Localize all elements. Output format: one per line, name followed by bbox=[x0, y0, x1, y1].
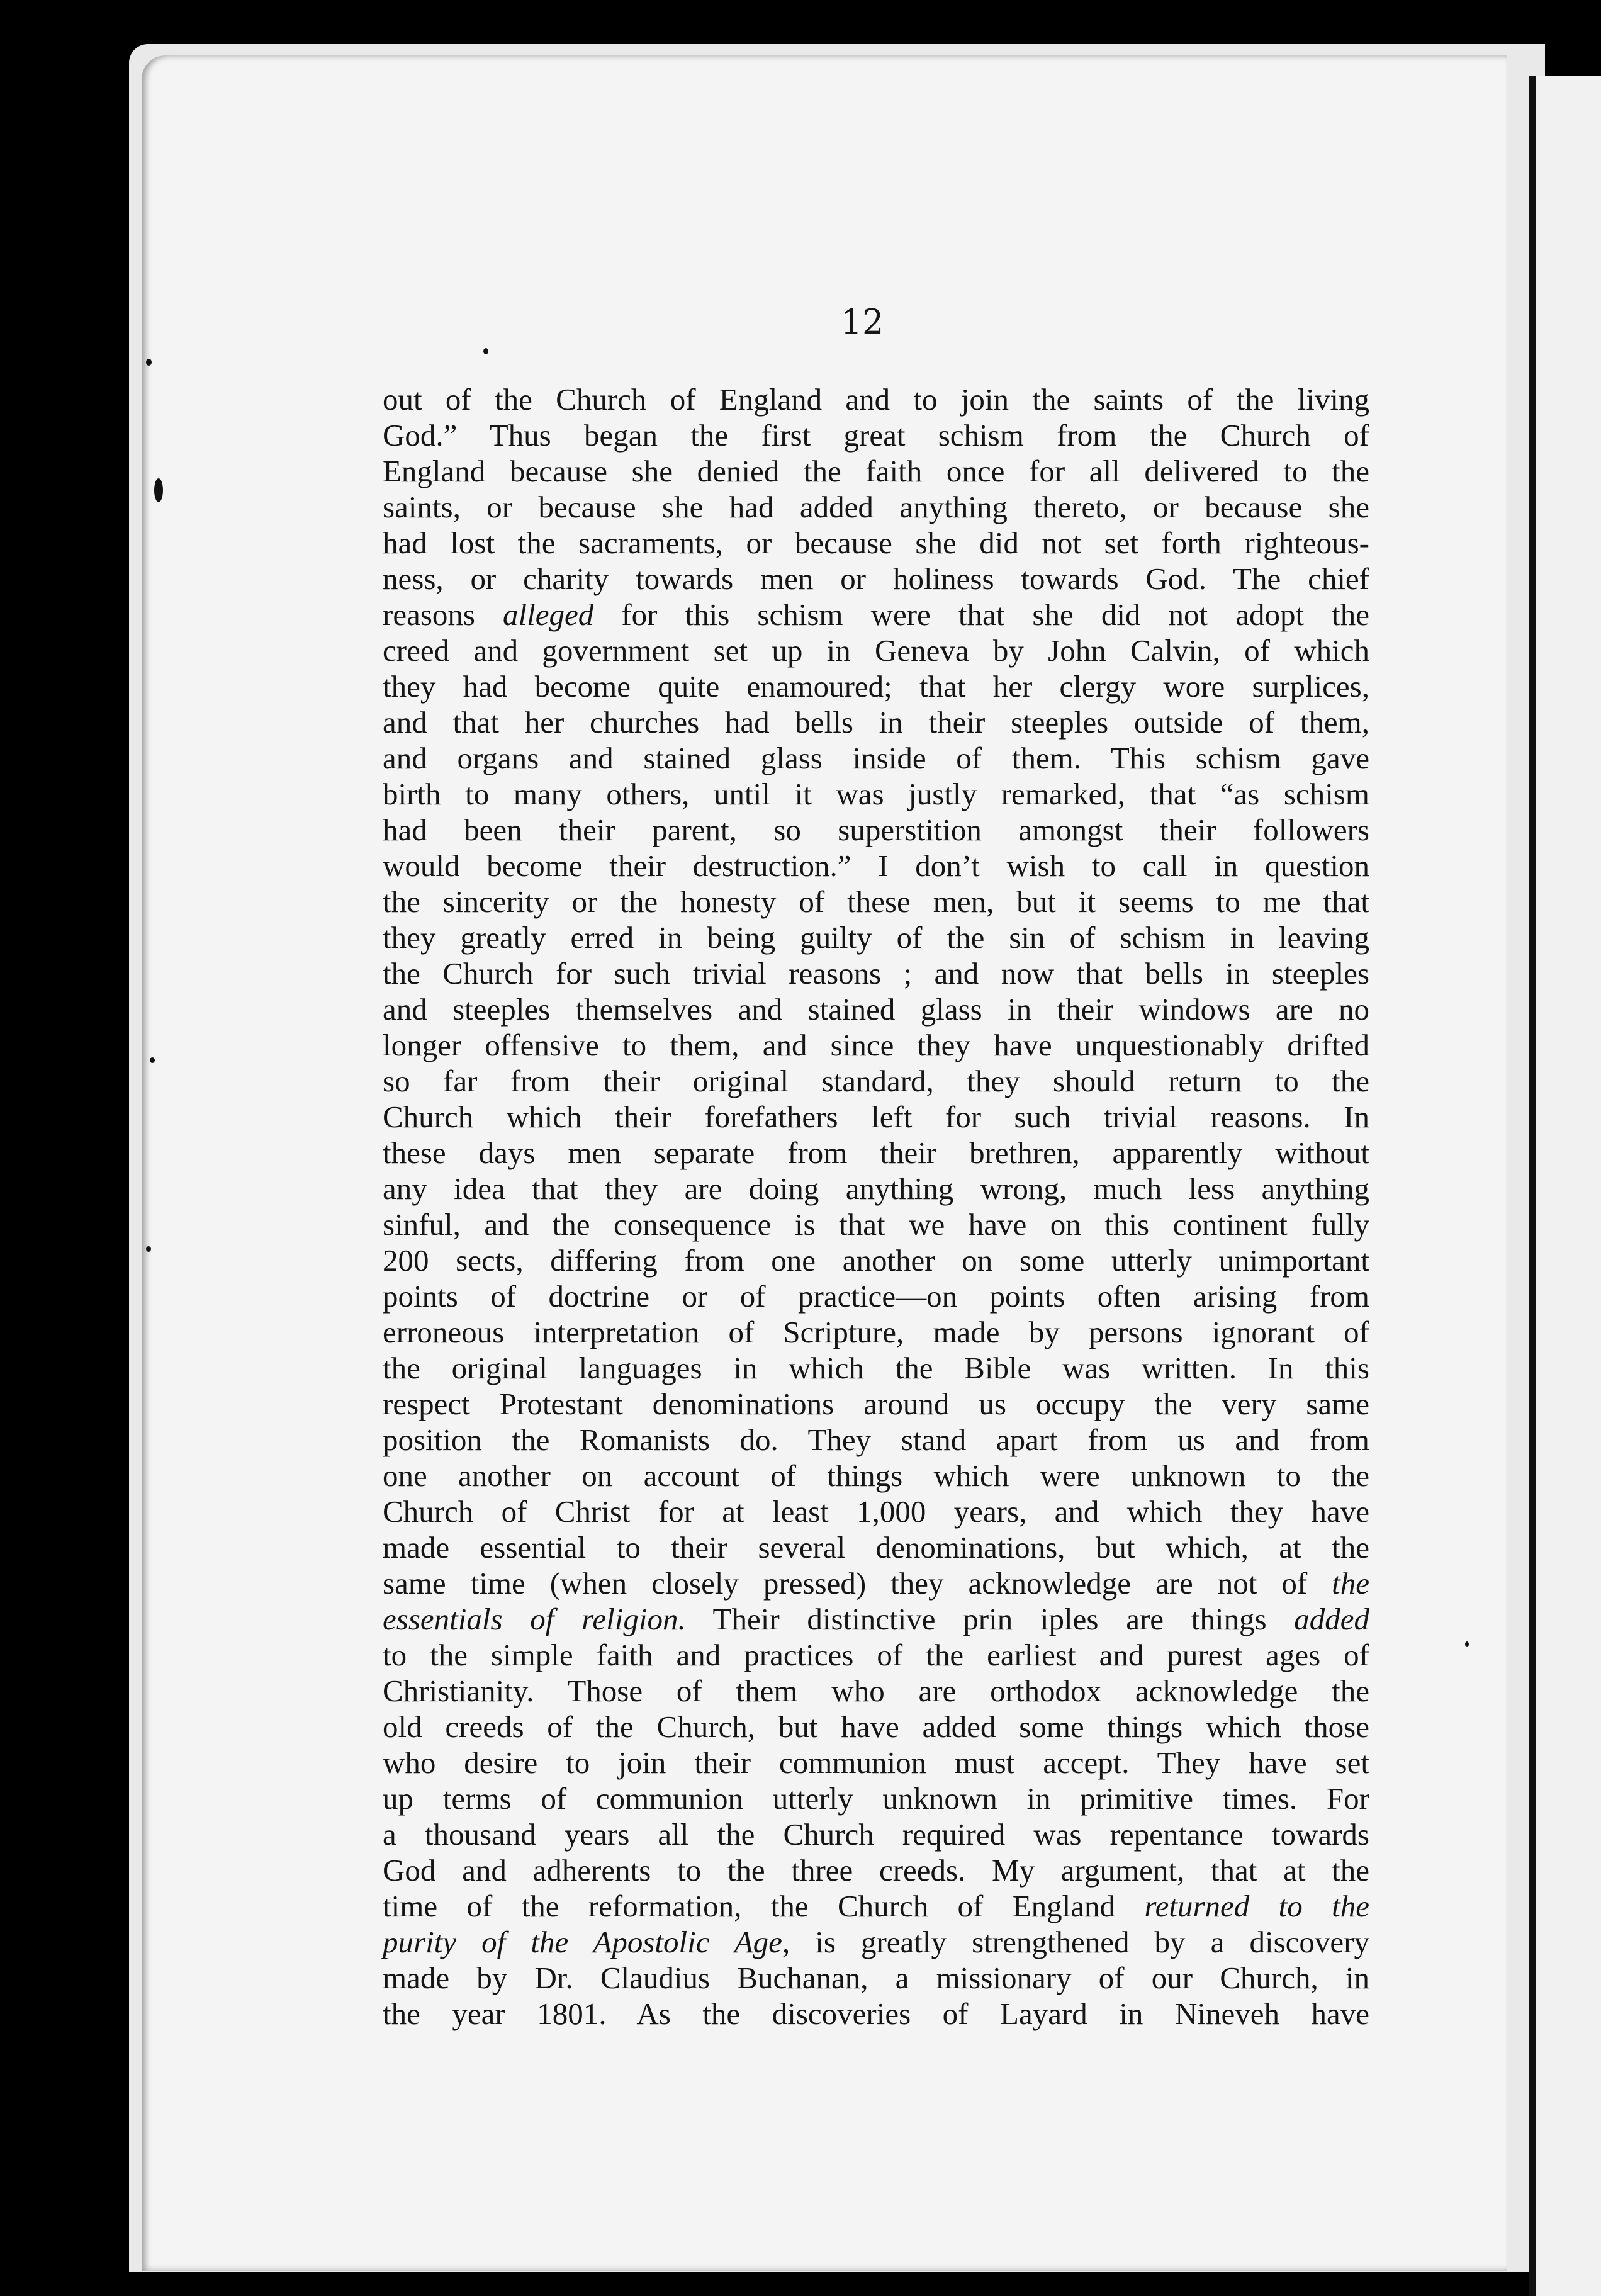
text-run: Their distinctive prin iples are things bbox=[685, 1602, 1295, 1636]
text-run: to the simple faith and practices of the earliest and purest ages of bbox=[383, 1638, 1369, 1672]
text-line bbox=[383, 955, 1369, 991]
text-line bbox=[383, 633, 1369, 668]
text-line bbox=[383, 1278, 1369, 1314]
text-run: reasons bbox=[383, 597, 503, 632]
scan-speck bbox=[146, 359, 152, 366]
text-run: and steeples themselves and stained glass in their windows are no bbox=[383, 992, 1369, 1027]
text-line bbox=[383, 381, 1369, 417]
text-run: the Church for such trivial reasons ; and now that bells in steeples bbox=[383, 956, 1369, 991]
page-number: 12 bbox=[840, 302, 884, 342]
scan-speck bbox=[483, 348, 488, 354]
text-line bbox=[383, 991, 1369, 1027]
text-run: had been their parent, so superstition amongst their followers bbox=[383, 813, 1369, 847]
text-line bbox=[383, 561, 1369, 597]
text-run: and that her churches had bells in their steeples outside of them, bbox=[383, 705, 1369, 740]
scan-speck bbox=[150, 1057, 155, 1063]
text-run: Church which their forefathers left for such trivial reasons. In bbox=[383, 1100, 1369, 1134]
text-run: would become their destruction.” I don’t wish to call in question bbox=[383, 848, 1369, 883]
text-run: the sincerity or the honesty of these men, but it seems to me that bbox=[383, 884, 1369, 919]
text-run: position the Romanists do. They stand apart from us and from bbox=[383, 1422, 1369, 1457]
scan-speck bbox=[154, 478, 163, 502]
text-run: points of doctrine or of practice—on points often arising from bbox=[383, 1279, 1369, 1314]
text-run: God and adherents to the three creeds. My argument, that at the bbox=[383, 1853, 1369, 1888]
text-line bbox=[383, 1242, 1369, 1278]
italic-text: the bbox=[1332, 1566, 1369, 1601]
scan-speck bbox=[146, 1246, 151, 1252]
text-run: out of the Church of England and to join the saints of the living bbox=[383, 382, 1369, 417]
text-line bbox=[383, 1924, 1369, 1960]
text-run: same time (when closely pressed) they acknowledge are not of bbox=[383, 1566, 1332, 1601]
text-line bbox=[383, 1852, 1369, 1888]
italic-text: essentials of religion. bbox=[383, 1602, 686, 1636]
text-line bbox=[383, 1529, 1369, 1565]
text-run: saints, or because she had added anything thereto, or because she bbox=[383, 490, 1369, 524]
text-line bbox=[383, 1135, 1369, 1171]
text-run: erroneous interpretation of Scripture, made by persons ignorant of bbox=[383, 1315, 1369, 1349]
text-line bbox=[383, 668, 1369, 704]
text-line bbox=[383, 848, 1369, 884]
text-line bbox=[383, 1888, 1369, 1924]
text-run: any idea that they are doing anything wrong, much less anything bbox=[383, 1171, 1369, 1206]
text-run: so far from their original standard, they should return to the bbox=[383, 1064, 1369, 1098]
text-run: respect Protestant denominations around us occupy the very same bbox=[383, 1387, 1369, 1421]
text-line bbox=[383, 920, 1369, 955]
text-line bbox=[383, 597, 1369, 633]
text-line bbox=[383, 1565, 1369, 1601]
text-line bbox=[383, 1350, 1369, 1386]
text-run: old creeds of the Church, but have added some things which those bbox=[383, 1709, 1369, 1744]
text-line bbox=[383, 1745, 1369, 1781]
text-run: they had become quite enamoured; that her clergy wore surplices, bbox=[383, 669, 1369, 704]
text-run: who desire to join their communion must accept. They have set bbox=[383, 1745, 1369, 1780]
text-line bbox=[383, 704, 1369, 740]
text-line bbox=[383, 1386, 1369, 1422]
text-line bbox=[383, 453, 1369, 489]
text-run: , is greatly strengthened by a discovery bbox=[782, 1925, 1369, 1959]
text-line bbox=[383, 812, 1369, 848]
text-line bbox=[383, 489, 1369, 525]
text-run: time of the reformation, the Church of England bbox=[383, 1889, 1145, 1923]
text-line bbox=[383, 1063, 1369, 1099]
italic-text: added bbox=[1294, 1602, 1370, 1636]
text-run: these days men separate from their brethren, apparently without bbox=[383, 1135, 1369, 1170]
facing-page-edge bbox=[1529, 76, 1601, 2296]
text-run: Church of Christ for at least 1,000 years, and which they have bbox=[383, 1494, 1369, 1529]
text-line bbox=[383, 1171, 1369, 1207]
text-run: birth to many others, until it was justly remarked, that “as schism bbox=[383, 777, 1369, 811]
italic-text: returned to the bbox=[1144, 1889, 1369, 1923]
text-line bbox=[383, 1601, 1369, 1637]
text-line bbox=[383, 1781, 1369, 1816]
text-run: one another on account of things which were unknown to the bbox=[383, 1458, 1369, 1493]
text-line bbox=[383, 417, 1369, 453]
text-run: ness, or charity towards men or holiness towards God. The chief bbox=[383, 561, 1369, 596]
text-run: sinful, and the consequence is that we have on this continent fully bbox=[383, 1207, 1369, 1242]
text-run: the original languages in which the Bible was written. In this bbox=[383, 1351, 1369, 1385]
facing-page-gutter bbox=[1529, 76, 1536, 2296]
text-run: up terms of communion utterly unknown in primitive times. For bbox=[383, 1781, 1369, 1816]
text-line bbox=[383, 1027, 1369, 1063]
text-line bbox=[383, 1314, 1369, 1350]
text-run: England because she denied the faith once for all delivered to the bbox=[383, 454, 1369, 488]
text-line bbox=[383, 884, 1369, 920]
text-line bbox=[383, 1458, 1369, 1494]
text-run: a thousand years all the Church required was repentance towards bbox=[383, 1817, 1369, 1852]
text-run: God.” Thus began the first great schism from the Church of bbox=[383, 418, 1369, 453]
italic-text: alleged bbox=[503, 597, 594, 632]
text-run: the year 1801. As the discoveries of Layard in Nineveh have bbox=[383, 1996, 1369, 2031]
text-line bbox=[383, 1673, 1369, 1709]
text-line bbox=[383, 1099, 1369, 1135]
text-line bbox=[383, 1422, 1369, 1458]
text-line bbox=[383, 1960, 1369, 1996]
text-line bbox=[383, 1996, 1369, 2032]
text-run: had lost the sacraments, or because she did not set forth righteous- bbox=[383, 526, 1369, 560]
text-run: longer offensive to them, and since they have unquestionably drifted bbox=[383, 1028, 1369, 1062]
text-run: creed and government set up in Geneva by John Calvin, of which bbox=[383, 633, 1369, 668]
text-line bbox=[383, 1494, 1369, 1529]
text-line bbox=[383, 740, 1369, 776]
text-line bbox=[383, 1637, 1369, 1673]
scan-speck bbox=[1465, 1641, 1469, 1647]
text-line bbox=[383, 525, 1369, 561]
text-run: for this schism were that she did not adopt the bbox=[593, 597, 1369, 632]
text-run: made by Dr. Claudius Buchanan, a missionary of our Church, in bbox=[383, 1961, 1369, 1995]
body-text bbox=[383, 381, 1369, 2032]
text-run: 200 sects, differing from one another on some utterly unimportant bbox=[383, 1243, 1369, 1278]
text-line bbox=[383, 776, 1369, 812]
text-run: they greatly erred in being guilty of the sin of schism in leaving bbox=[383, 920, 1369, 955]
text-run: made essential to their several denominations, but which, at the bbox=[383, 1530, 1369, 1565]
text-run: and organs and stained glass inside of them. This schism gave bbox=[383, 741, 1369, 775]
italic-text: purity of the Apostolic Age bbox=[383, 1925, 782, 1959]
text-line bbox=[383, 1207, 1369, 1242]
text-run: Christianity. Those of them who are orthodox acknowledge the bbox=[383, 1674, 1369, 1708]
text-line bbox=[383, 1709, 1369, 1745]
text-line bbox=[383, 1816, 1369, 1852]
